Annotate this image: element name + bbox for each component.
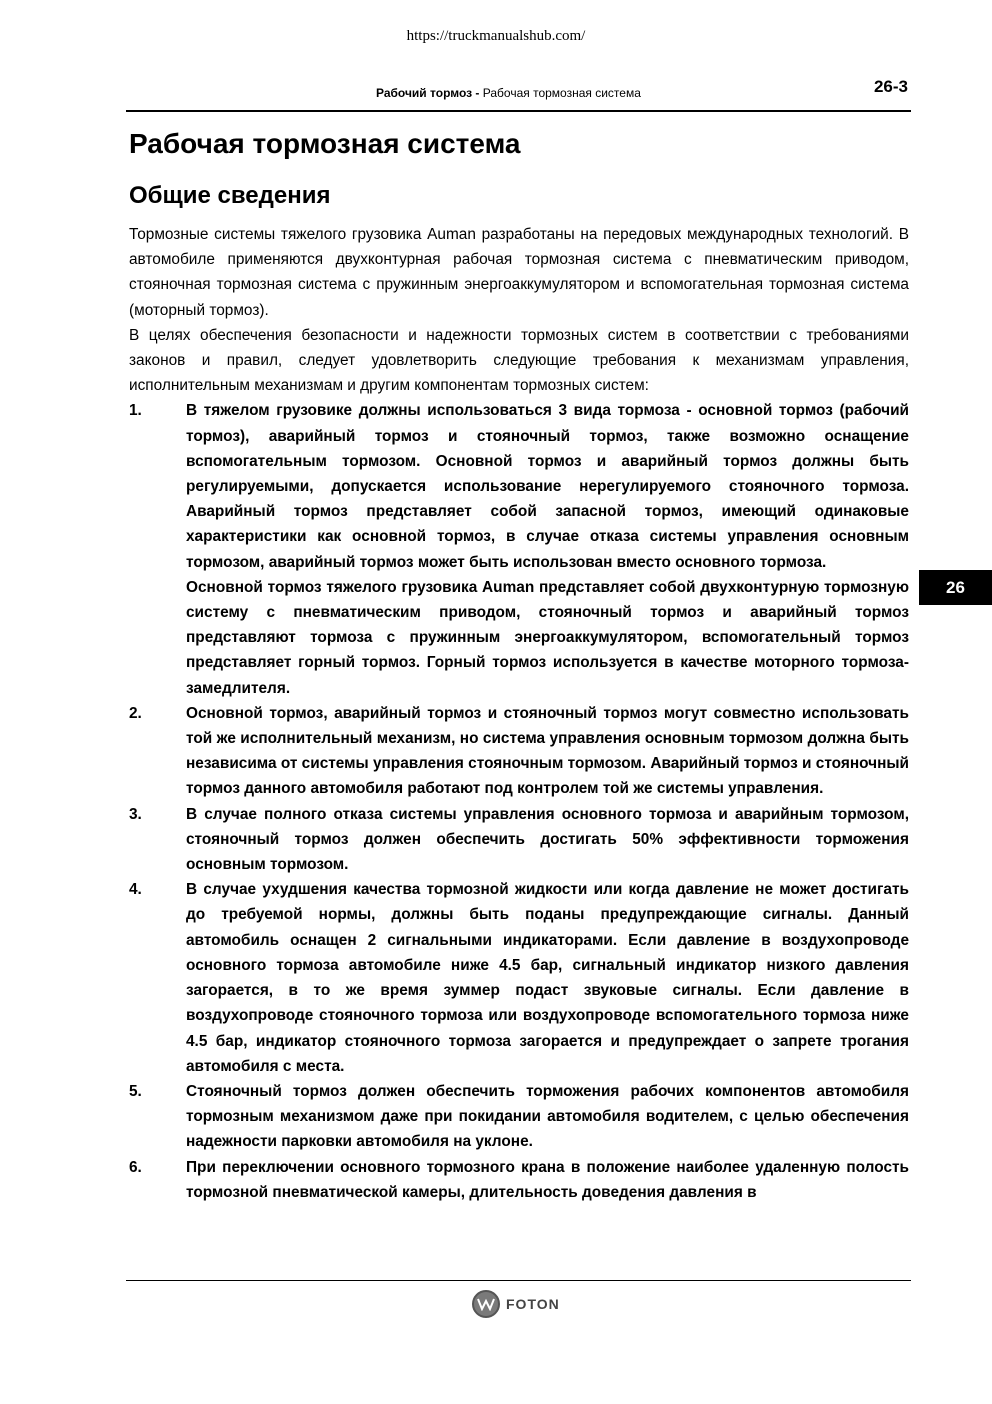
list-item-text: Основной тормоз, аварийный тормоз и стояночный тормоз могут совместно использовать той же исполнительный механизм, но система управления основным тормозом должна быть независима от системы управления стояночным тормозом. Аварийный тормоз и стояночный тормоз данного автомобиля работают под контролем той же системы управления. bbox=[186, 704, 909, 798]
list-number: 1. bbox=[129, 402, 142, 420]
list-item-text: В случае ухудшения качества тормозной жидкости или когда давление не может достигать до требуемой нормы, должны быть поданы предупреждающие сигналы. Данный автомобиль оснащен 2 сигнальными индикаторами. Если давление в воздухопроводе основного тормоза автомобиле ниже 4.5 бар, сигнальный индикатор низкого давления загорается, в то же время зуммер подаст звуковые сигналы. Если давление в воздухопроводе стояночного тормоза или воздухопроводе вспомогательного тормоза ниже 4.5 бар, индикатор стояночного тормоза загорается и предупреждает о запрете трогания автомобиля с места. bbox=[186, 881, 909, 1075]
requirements-list bbox=[129, 398, 909, 1205]
chapter-tab: 26 bbox=[919, 570, 992, 605]
list-item bbox=[129, 398, 909, 700]
list-number: 3. bbox=[129, 805, 142, 823]
page-number: 26-3 bbox=[873, 77, 908, 96]
running-header bbox=[376, 86, 641, 100]
list-number: 2. bbox=[129, 704, 142, 722]
list-item bbox=[129, 802, 909, 878]
intro-paragraph: В целях обеспечения безопасности и надежности тормозных систем в соответствии с требованиями законов и правил, следует удовлетворить следующие требования к механизмам управления, исполнительным механизмам и другим компонентам тормозных систем: bbox=[129, 326, 909, 395]
list-item-text: При переключении основного тормозного крана в положение наиболее удаленную полость тормозной пневматической камеры, длительность доведения давления в bbox=[186, 1158, 909, 1201]
section-title: Общие сведения bbox=[129, 182, 331, 209]
list-number: 6. bbox=[129, 1158, 142, 1176]
list-item bbox=[129, 1155, 909, 1205]
foton-logo bbox=[472, 1290, 560, 1318]
list-item-text: Основной тормоз тяжелого грузовика Auman представляет собой двухконтурную тормозную систему с пневматическим приводом, стояночный тормоз и аварийный тормоз представляют тормоза с пружинным энергоаккумулятором, вспомогательный тормоз представляет горный тормоз. Горный тормоз используется в качестве моторного тормоза-замедлителя. bbox=[186, 578, 909, 697]
intro-paragraph: Тормозные системы тяжелого грузовика Auman разработаны на передовых международных технологий. В автомобиле применяются двухконтурная рабочая тормозная система с пневматическим приводом, стояночная тормозная система с пружинным энергоаккумулятором и вспомогательная тормозная система (моторный тормоз). bbox=[129, 226, 909, 319]
running-header-title: Рабочая тормозная система bbox=[479, 86, 641, 100]
footer-divider bbox=[126, 1280, 911, 1281]
source-url[interactable]: https://truckmanualshub.com/ bbox=[406, 28, 586, 44]
logo-text: FOTON bbox=[506, 1296, 560, 1312]
list-item bbox=[129, 1079, 909, 1155]
running-header-section: Рабочий тормоз - bbox=[376, 86, 480, 100]
list-item-text: В тяжелом грузовике должны использоваться 3 вида тормоза - основной тормоз (рабочий тормоз), аварийный тормоз и стояночный тормоз, также возможно оснащение вспомогательным тормозом. Основной тормоз и аварийный тормоз должны быть регулируемыми, допускается использование нерегулируемого стояночного тормоза. Аварийный тормоз представляет собой запасной тормоз, имеющий одинаковые характеристики как основной тормоз, в случае отказа системы управления основным тормозом, аварийный тормоз может быть использован вместо основного тормоза. bbox=[186, 402, 909, 571]
list-item-text: В случае полного отказа системы управления основного тормоза и аварийным тормозом, стояночный тормоз должен обеспечить достигать 50% эффективности торможения основным тормозом. bbox=[186, 805, 909, 874]
list-item bbox=[129, 701, 909, 802]
page-title: Рабочая тормозная система bbox=[129, 128, 521, 159]
list-number: 4. bbox=[129, 881, 142, 899]
document-body bbox=[129, 222, 909, 1205]
list-item-text: Стояночный тормоз должен обеспечить торможения рабочих компонентов автомобиля тормозным механизмом даже при покидании автомобиля водителем, с целью обеспечения надежности парковки автомобиля на уклоне. bbox=[186, 1082, 909, 1151]
header-divider bbox=[126, 110, 911, 112]
foton-logo-icon bbox=[472, 1290, 500, 1318]
list-number: 5. bbox=[129, 1082, 142, 1100]
list-item bbox=[129, 877, 909, 1079]
